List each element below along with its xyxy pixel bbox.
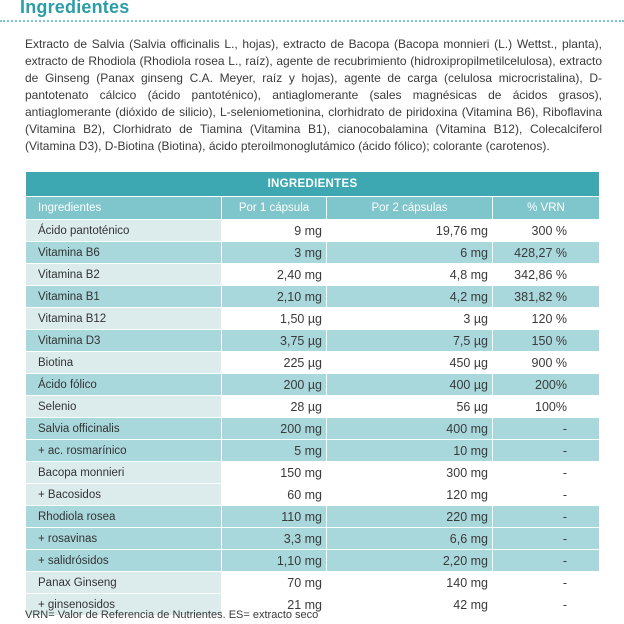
table-row	[26, 286, 600, 308]
amount-2-capsules: 400 mg	[327, 418, 493, 440]
table-title-row	[26, 172, 600, 197]
ingredients-table	[25, 171, 600, 616]
amount-2-capsules: 10 mg	[327, 440, 493, 462]
ingredient-name: Bacopa monnieri	[26, 462, 222, 484]
header-por-1-capsula: Por 1 cápsula	[222, 197, 327, 220]
ingredient-name: Vitamina D3	[26, 330, 222, 352]
section-heading: Ingredientes	[20, 0, 130, 17]
amount-1-capsule: 1,50 µg	[222, 308, 327, 330]
amount-1-capsule: 2,40 mg	[222, 264, 327, 286]
vrn-percent: 100%	[493, 396, 600, 418]
header-por-2-capsulas: Por 2 cápsulas	[327, 197, 493, 220]
ingredient-name: + rosavinas	[26, 528, 222, 550]
amount-1-capsule: 70 mg	[222, 572, 327, 594]
table-row	[26, 220, 600, 242]
amount-1-capsule: 9 mg	[222, 220, 327, 242]
table-row	[26, 418, 600, 440]
vrn-percent: 300 %	[493, 220, 600, 242]
header-ingredientes: Ingredientes	[26, 197, 222, 220]
vrn-percent: 200%	[493, 374, 600, 396]
dotted-divider	[0, 20, 624, 22]
amount-2-capsules: 19,76 mg	[327, 220, 493, 242]
vrn-percent: -	[493, 440, 600, 462]
header-vrn: % VRN	[493, 197, 600, 220]
ingredient-name: Vitamina B12	[26, 308, 222, 330]
footnote: VRN= Valor de Referencia de Nutrientes. ES= extracto seco	[25, 609, 319, 621]
ingredient-name: Panax Ginseng	[26, 572, 222, 594]
vrn-percent: 428,27 %	[493, 242, 600, 264]
amount-1-capsule: 60 mg	[222, 484, 327, 506]
ingredient-name: Rhodiola rosea	[26, 506, 222, 528]
amount-2-capsules: 7,5 µg	[327, 330, 493, 352]
amount-2-capsules: 400 µg	[327, 374, 493, 396]
table-row	[26, 462, 600, 484]
amount-1-capsule: 3,75 µg	[222, 330, 327, 352]
table-row	[26, 572, 600, 594]
vrn-percent: -	[493, 528, 600, 550]
vrn-percent: 381,82 %	[493, 286, 600, 308]
table-row	[26, 308, 600, 330]
ingredient-name: Biotina	[26, 352, 222, 374]
amount-2-capsules: 6 mg	[327, 242, 493, 264]
ingredient-name: + Bacosidos	[26, 484, 222, 506]
vrn-percent: -	[493, 418, 600, 440]
table-row	[26, 242, 600, 264]
amount-1-capsule: 3 mg	[222, 242, 327, 264]
table-row	[26, 528, 600, 550]
amount-2-capsules: 4,2 mg	[327, 286, 493, 308]
ingredient-name: + salidrósidos	[26, 550, 222, 572]
ingredients-paragraph: Extracto de Salvia (Salvia officinalis L., hojas), extracto de Bacopa (Bacopa monnieri (L.) Wettst., planta), extracto de Rhodiola (Rhodiola rosea L., raíz), agente de recubrimiento (hidroxipropilmetilcelulosa), extracto de Ginseng (Panax ginseng C.A. Meyer, raíz y hojas), agente de carga (celulosa microcristalina), D-pantotenato cálcico (ácido pantoténico), antiaglomerante (sales magnésicas de ácidos grasos), antiaglomerante (dióxido de silicio), L-seleniometionina, clorhidrato de piridoxina (Vitamina B6), Riboflavina (Vitamina B2), Clorhidrato de Tiamina (Vitamina B1), cianocobalamina (Vitamina B12), Colecalciferol (Vitamina D3), D-Biotina (Biotina), ácido pteroilmonoglutámico (ácido fólico); colorante (carotenos).	[25, 37, 602, 153]
vrn-percent: -	[493, 462, 600, 484]
ingredient-name: Vitamina B2	[26, 264, 222, 286]
amount-2-capsules: 120 mg	[327, 484, 493, 506]
table-row	[26, 396, 600, 418]
amount-2-capsules: 300 mg	[327, 462, 493, 484]
amount-2-capsules: 220 mg	[327, 506, 493, 528]
amount-2-capsules: 3 µg	[327, 308, 493, 330]
amount-2-capsules: 140 mg	[327, 572, 493, 594]
ingredient-name: Vitamina B6	[26, 242, 222, 264]
table-row	[26, 374, 600, 396]
table-title: INGREDIENTES	[26, 172, 600, 197]
table-header-row	[26, 197, 600, 220]
vrn-percent: 900 %	[493, 352, 600, 374]
amount-1-capsule: 225 µg	[222, 352, 327, 374]
amount-2-capsules: 6,6 mg	[327, 528, 493, 550]
amount-1-capsule: 28 µg	[222, 396, 327, 418]
ingredient-name: Ácido pantoténico	[26, 220, 222, 242]
table-row	[26, 506, 600, 528]
amount-1-capsule: 1,10 mg	[222, 550, 327, 572]
amount-1-capsule: 21 mg	[222, 594, 327, 616]
table-row	[26, 264, 600, 286]
vrn-percent: 342,86 %	[493, 264, 600, 286]
ingredient-name: Ácido fólico	[26, 374, 222, 396]
ingredient-name: + ginsenosidos	[26, 594, 222, 616]
vrn-percent: -	[493, 484, 600, 506]
table-row	[26, 440, 600, 462]
amount-1-capsule: 200 µg	[222, 374, 327, 396]
ingredient-name: Salvia officinalis	[26, 418, 222, 440]
table-row	[26, 352, 600, 374]
amount-2-capsules: 450 µg	[327, 352, 493, 374]
amount-2-capsules: 42 mg	[327, 594, 493, 616]
table-body	[26, 220, 600, 616]
amount-2-capsules: 2,20 mg	[327, 550, 493, 572]
vrn-percent: 150 %	[493, 330, 600, 352]
amount-1-capsule: 150 mg	[222, 462, 327, 484]
amount-1-capsule: 3,3 mg	[222, 528, 327, 550]
amount-2-capsules: 56 µg	[327, 396, 493, 418]
amount-2-capsules: 4,8 mg	[327, 264, 493, 286]
table-row	[26, 484, 600, 506]
ingredient-name: Vitamina B1	[26, 286, 222, 308]
vrn-percent: -	[493, 506, 600, 528]
vrn-percent: -	[493, 594, 600, 616]
amount-1-capsule: 200 mg	[222, 418, 327, 440]
table-row	[26, 550, 600, 572]
table-row	[26, 330, 600, 352]
ingredient-name: + ac. rosmarínico	[26, 440, 222, 462]
amount-1-capsule: 2,10 mg	[222, 286, 327, 308]
vrn-percent: 120 %	[493, 308, 600, 330]
ingredient-name: Selenio	[26, 396, 222, 418]
amount-1-capsule: 110 mg	[222, 506, 327, 528]
vrn-percent: -	[493, 550, 600, 572]
amount-1-capsule: 5 mg	[222, 440, 327, 462]
vrn-percent: -	[493, 572, 600, 594]
